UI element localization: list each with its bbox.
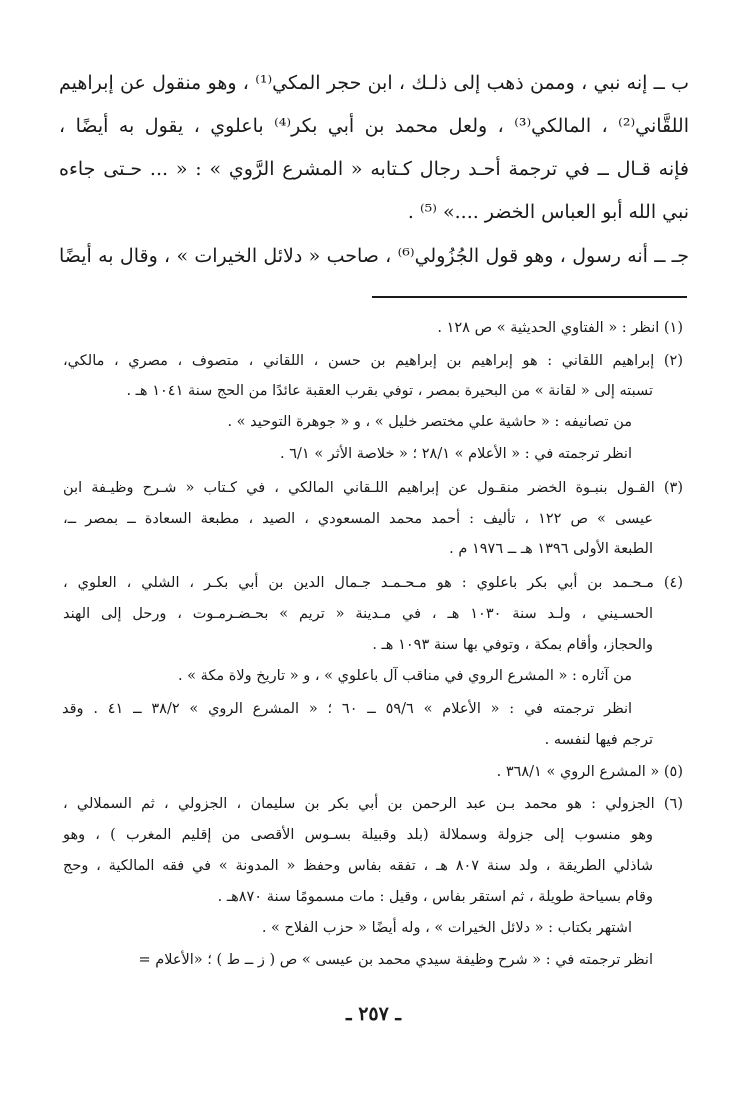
main-text-line: اللقَّاني⁽²⁾ ، المالكي⁽³⁾ ، ولعل محمد بن أبي بكر⁽⁴⁾ باعلوي ، يقول به أيضًا ، xyxy=(59,115,689,137)
footnote-line: (٢) إبراهيم اللقاني : هو إبراهيم بن إبراهيم بن حسن ، اللقاني ، متصوف ، مصري ، مالكي، xyxy=(63,353,683,369)
footnote-line: تسبته إلى « لقانة » من البحيرة بمصر ، توفي بقرب العقبة عائدًا من الحج سنة ١٠٤١ هـ . xyxy=(126,383,653,399)
main-text-line: فإنه قـال ــ في ترجمة أحـد رجال كـتابه « المشرع الرَّوي » : « ... حـتى جاءه xyxy=(59,158,689,180)
footnote-line: (٤) مـحـمد بن أبي بكر باعلوي : هو مـحـمـد جـمال الدين بن أبي بكـر ، الشلي ، العلوي ، xyxy=(63,575,683,591)
footnote-separator xyxy=(372,296,687,298)
footnote-line: شاذلي الطريقة ، ولد سنة ٨٠٧ هـ ، تفقه بفاس وحفظ « المدونة » في فقه المالكية ، وحج xyxy=(63,858,654,874)
page-number: ـ ٢٥٧ ـ xyxy=(346,1003,401,1025)
footnote-line: اشتهر بكتاب : « دلائل الخيرات » ، وله أيضًا « حزب الفلاح » . xyxy=(261,920,632,936)
footnote-line: انظر ترجمته في : « الأعلام » ٢٨/١ ؛ « خلاصة الأثر » ٦/١ . xyxy=(280,446,632,462)
footnote-line: (٥) « المشرع الروي » ٣٦٨/١ . xyxy=(496,764,683,780)
footnote-line: الطبعة الأولى ١٣٩٦ هـ ــ ١٩٧٦ م . xyxy=(449,541,653,557)
footnote-line: الحسـيني ، ولـد سنة ١٠٣٠ هـ ، في مـدينة « تريم » بحـضـرمـوت ، ورحل إلى الهند xyxy=(63,606,654,622)
footnote-line: عيسى » ص ١٢٢ ، تأليف : أحمد محمد المسعودي ، الصيد ، مطبعة السعادة ــ بمصر ــ، xyxy=(63,511,654,527)
footnote-line: (٦) الجزولي : هو محمد بـن عبد الرحمن بن أبي بكر بن سليمان ، الجزولي ، ثم السملالي ، xyxy=(63,796,683,812)
main-text-line: جـ ــ أنه رسول ، وهو قول الجُزُولي⁽⁶⁾ ، صاحب « دلائل الخيرات » ، وقال به أيضًا xyxy=(59,245,689,267)
footnote-line: ترجم فيها لنفسه . xyxy=(544,732,653,748)
main-text-line: ب ــ إنه نبي ، وممن ذهب إلى ذلـك ، ابن حجر المكي⁽¹⁾ ، وهو منقول عن إبراهيم xyxy=(59,72,689,94)
footnote-line: (١) انظر : « الفتاوي الحديثية » ص ١٢٨ . xyxy=(437,320,683,336)
main-text-line: نبي الله أبو العباس الخضر ....» ⁽⁵⁾ . xyxy=(407,201,689,223)
footnote-line: من تصانيفه : « حاشية علي مختصر خليل » ، و « جوهرة التوحيد » . xyxy=(227,414,632,430)
footnote-line: وهو منسوب إلى جزولة وسملالة (بلد وقبيلة بسـوس الأقصى من إقليم المغرب ) ، وهو xyxy=(63,827,653,843)
footnote-line: انظر ترجمته في : « شرح وظيفة سيدي محمد بن عيسى » ص ( ز ــ ط ) ؛ «الأعلام = xyxy=(138,952,653,968)
footnote-line: من آثاره : « المشرع الروي في مناقب آل باعلوي » ، و « تاريخ ولاة مكة » . xyxy=(177,668,632,684)
footnote-line: والحجاز، وأقام بمكة ، وتوفي بها سنة ١٠٩٣ هـ . xyxy=(372,637,653,653)
footnote-line: (٣) القـول بنبـوة الخضر منقـول عن إبراهيم اللـقاني المالكي ، في كـتاب « شـرح وظيـفة ابن xyxy=(63,480,683,496)
footnote-line: انظر ترجمته في : « الأعلام » ٥٩/٦ ــ ٦٠ ؛ « المشرع الروي » ٣٨/٢ ــ ٤١ . وقد xyxy=(62,701,633,717)
footnote-line: وقام بسياحة طويلة ، ثم استقر بفاس ، وقيل : مات مسمومًا سنة ٨٧٠هـ . xyxy=(217,889,653,905)
